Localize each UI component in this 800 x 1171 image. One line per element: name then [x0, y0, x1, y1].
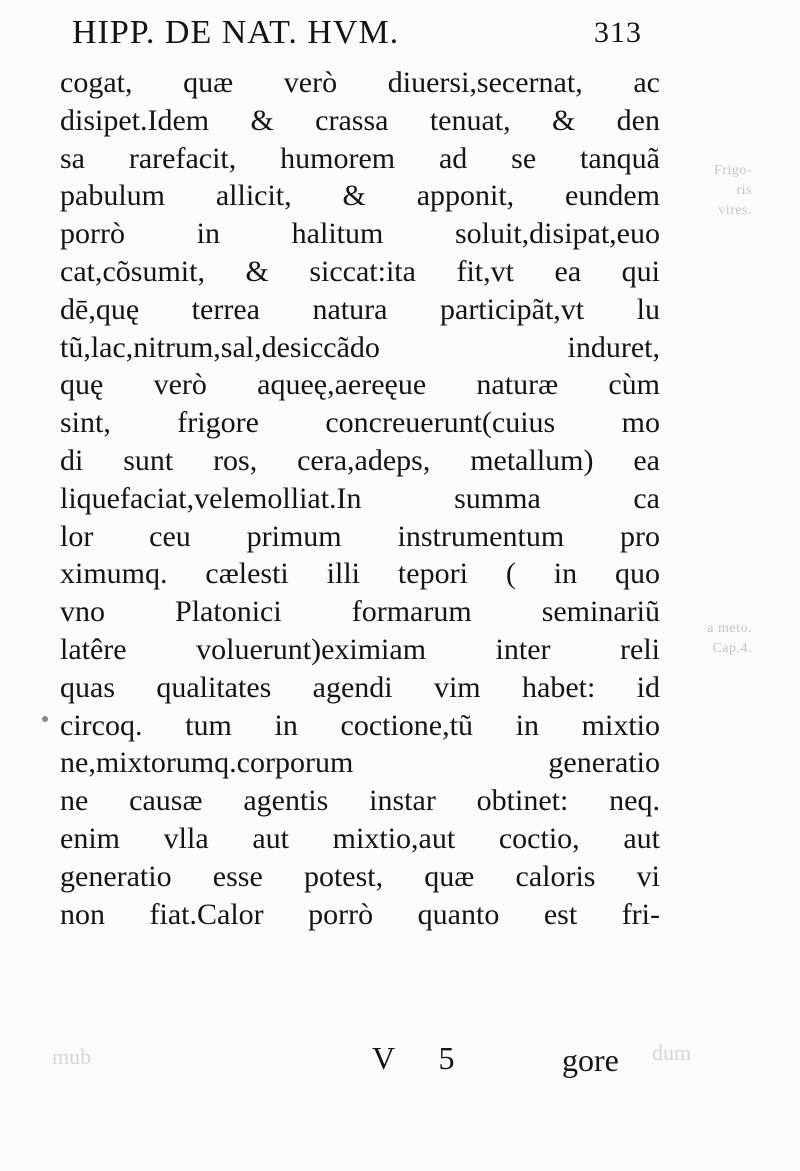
text-line: sint, frigore concreuerunt(cuius mo [60, 406, 660, 440]
text-line: circoq. tum in coctione,tũ in mixtio [60, 708, 660, 742]
text-line: lor ceu primum instrumentum pro [60, 519, 660, 553]
text-line: generatio esse potest, quæ caloris vi [60, 859, 660, 893]
text-line: pabulum allicit, & apponit, eundem [60, 179, 660, 213]
text-line: quę verò aqueę,aereęue naturæ cùm [60, 368, 660, 402]
text-line: ne,mixtorumq.corporum generatio [60, 746, 660, 780]
page-footer [0, 1040, 800, 1080]
margin-mark [42, 716, 48, 722]
text-line: disipet.Idem & crassa tenuat, & den [60, 103, 660, 137]
text-line: tũ,lac,nitrum,sal,desiccãdo induret, [60, 330, 660, 364]
text-line: cat,cõsumit, & siccat:ita fit,vt ea qui [60, 254, 660, 288]
page-number: 313 [594, 16, 642, 49]
text-line: sa rarefacit, humorem ad se tanquã [60, 141, 660, 175]
text-line: quas qualitates agendi vim habet: id [60, 670, 660, 704]
text-line: non fiat.Calor porrò quanto est fri- [60, 897, 660, 931]
running-head-title: HIPP. DE NAT. HVM. [72, 14, 400, 51]
signature-mark: V 5 [372, 1040, 473, 1076]
text-line: ne causæ agentis instar obtinet: neq. [60, 784, 660, 818]
bleed-through-text: mub [52, 1044, 92, 1069]
text-line: dē,quę terrea natura participãt,vt lu [60, 292, 660, 326]
bleed-through-note: vires. [718, 203, 752, 218]
text-line: vno Platonici formarum seminariũ [60, 595, 660, 629]
text-line: cogat, quæ verò diuersi,secernat, ac [60, 66, 660, 99]
catchword: gore [562, 1042, 619, 1078]
text-line: enim vlla aut mixtio,aut coctio, aut [60, 821, 660, 855]
text-line: ximumq. cælesti illi tepori ( in quo [60, 557, 660, 591]
bleed-through-note: a meto. [707, 621, 752, 636]
body-text [60, 64, 660, 933]
bleed-through-note: ris [736, 183, 752, 198]
bleed-through-note: Frigo- [714, 163, 752, 178]
bleed-through-note: Cap.4. [712, 641, 752, 656]
running-head [72, 14, 652, 58]
bleed-through-text: dum [652, 1040, 692, 1065]
text-line: liquefaciat,velemolliat.In summa ca [60, 481, 660, 515]
text-line: di sunt ros, cera,adeps, metallum) ea [60, 443, 660, 477]
text-line: porrò in halitum soluit,disipat,euo [60, 217, 660, 251]
text-line: latêre voluerunt)eximiam inter reli [60, 632, 660, 666]
